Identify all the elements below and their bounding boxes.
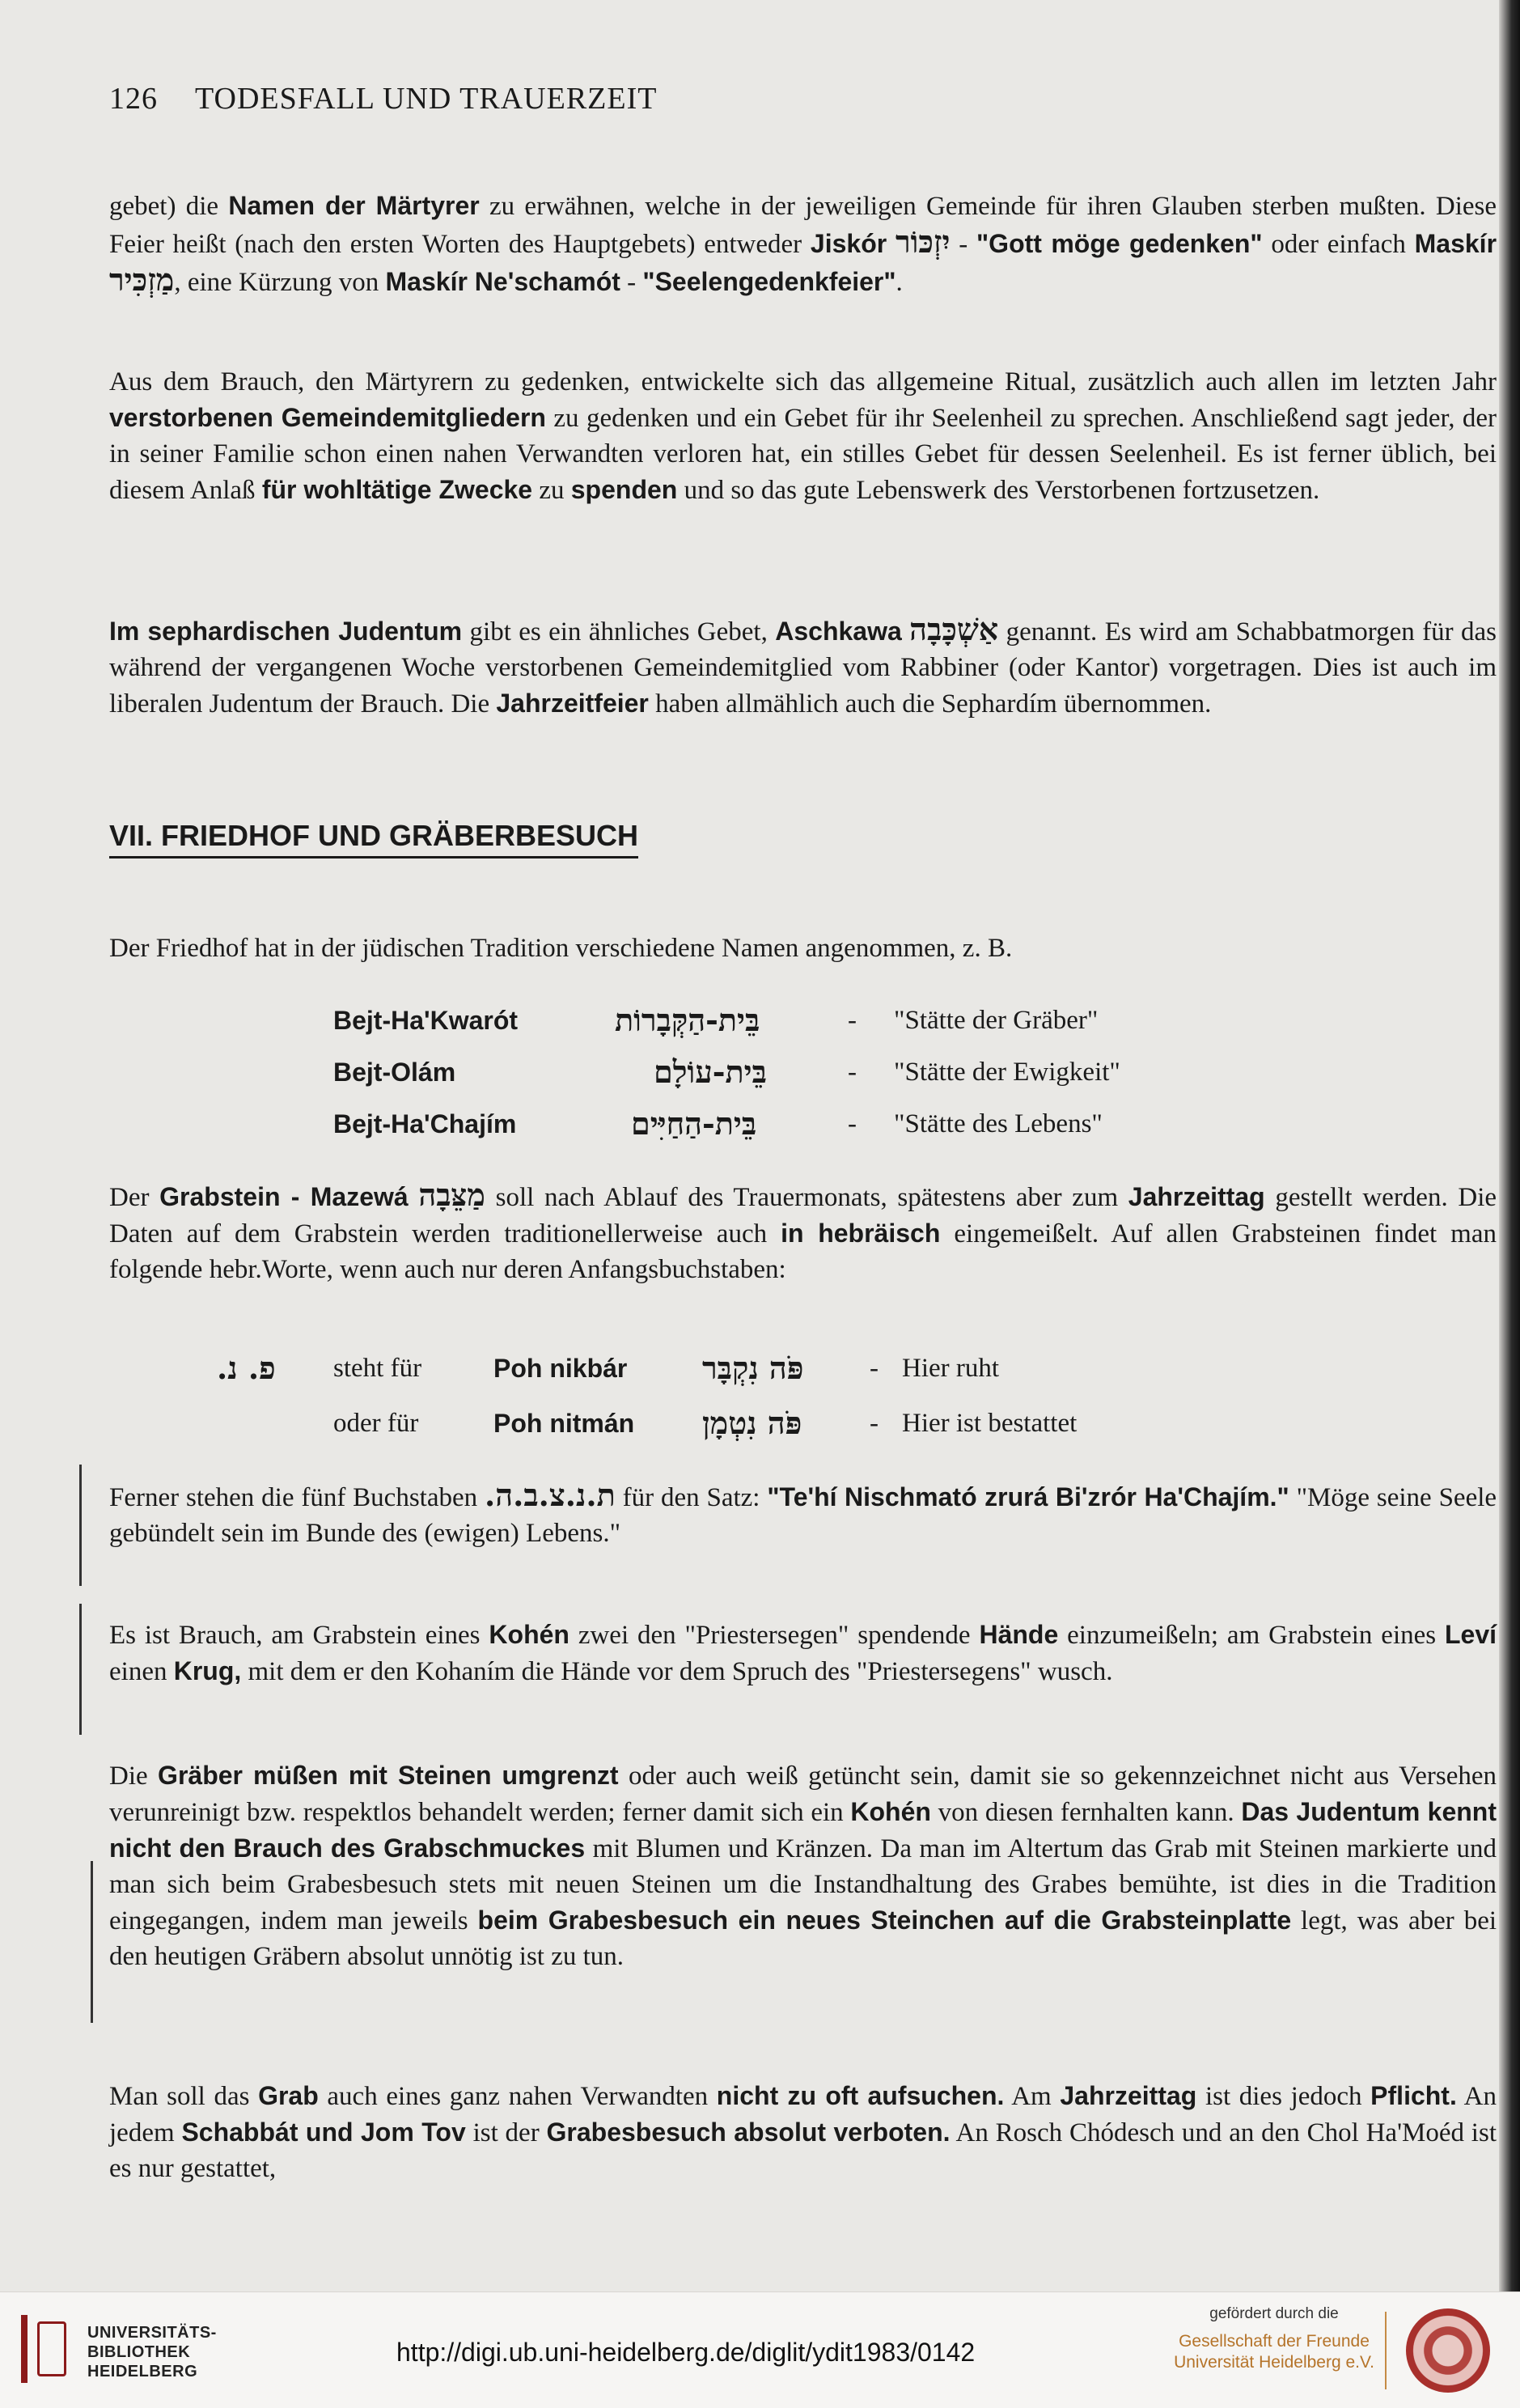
text: haben allmählich auch die Sephardím übernommen. [648, 689, 1212, 719]
sponsor-org-line: Universität Heidelberg e.V. [1174, 2353, 1374, 2372]
text: legt, was aber bei den heutigen Gräbern absolut unnötig ist zu tun. [109, 1906, 1497, 1971]
translit: Poh nitmán [493, 1409, 635, 1438]
bold-text: Schabbát und Jom Tov [181, 2118, 466, 2147]
bold-text: Grab [258, 2081, 319, 2110]
text: für den Satz: [622, 1483, 768, 1512]
hebrew-text: ת.נ.צ.ב.ה. [485, 1477, 616, 1513]
text: An Rosch Chódesch und an den Chol Ha'Moéd ist es nur gestattet, [109, 2118, 1497, 2183]
text: gibt es ein ähnliches Gebet, [462, 617, 776, 647]
bold-text: Grabstein - Mazewá [159, 1182, 409, 1211]
section-title: VII. FRIEDHOF UND GRÄBERBESUCH [109, 819, 638, 858]
hebrew-text: בֵּית-הַחַיִּים [631, 1105, 757, 1142]
text: zu [532, 476, 571, 505]
running-header [109, 81, 657, 117]
library-logo-icon [21, 2315, 70, 2383]
abbreviation-row [0, 1405, 1520, 1442]
university-seal-icon [1406, 2308, 1490, 2393]
text: Die [109, 1761, 159, 1791]
bold-text: Kohén [850, 1797, 931, 1826]
text: zu erwähnen, welche in der jeweiligen Gemeinde für ihren Glauben sterben mußten. Diese Feier heißt (nach den ersten Worten des Hauptgebets) entweder [109, 192, 1497, 259]
text: Aus dem Brauch, den Märtyrern zu gedenken, entwickelte sich das allgemeine Ritual, zusätzlich auch allen im letzten Jahr [109, 367, 1497, 396]
page-number: 126 [109, 82, 158, 116]
text: Ferner stehen die fünf Buchstaben [109, 1483, 485, 1512]
bold-text: beim Grabesbesuch ein neues Steinchen auf die Grabsteinplatte [477, 1906, 1292, 1935]
bold-text: Gräber müßen mit Steinen umgrenzt [158, 1761, 619, 1790]
margin-mark [79, 1604, 82, 1735]
text: oder auch weiß getüncht sein, damit sie so gekennzeichnet nicht aus Versehen verunreinigt bzw. respektlos behandelt werden; ferner damit sich ein [109, 1761, 1497, 1827]
text: zu gedenken und ein Gebet für ihr Seelenheil zu sprechen. Anschließend sagt jeder, der in seiner Familie schon einen nahen Verwandten verloren hat, ein stilles Gebet für dessen Seelenheil. Es ist ferner üblich, bei diesem Anlaß [109, 404, 1497, 505]
sponsor-org-line: Gesellschaft der Freunde [1179, 2332, 1370, 2351]
text: von diesen fernhalten kann. [930, 1798, 1242, 1827]
bold-text: in hebräisch [781, 1219, 941, 1248]
permalink-url[interactable]: http://digi.ub.uni-heidelberg.de/diglit/ydit1983/0142 [396, 2338, 976, 2367]
text: soll nach Ablauf des Trauermonats, spätestens aber zum [485, 1183, 1128, 1212]
text: einen [109, 1657, 174, 1686]
dash: - [870, 1354, 879, 1383]
paragraph-ritual [109, 364, 1497, 508]
bold-text: verstorbenen Gemeindemitgliedern [109, 403, 546, 432]
dash: - [848, 1058, 857, 1087]
prefix: steht für [333, 1354, 422, 1383]
paragraph-kohen [109, 1617, 1497, 1689]
meaning: "Stätte der Gräber" [894, 1006, 1099, 1035]
text: Der [109, 1183, 160, 1212]
book-edge [1499, 0, 1520, 2291]
hebrew-text: אַשְׁכָּבָה [909, 611, 999, 647]
bold-text: Das Judentum kennt nicht den Brauch des Grabschmuckes [109, 1797, 1497, 1863]
bold-text: Jahrzeitfeier [496, 689, 649, 718]
meaning: "Stätte des Lebens" [894, 1109, 1103, 1138]
translit: Bejt-Ha'Kwarót [333, 1006, 519, 1035]
text: und so das gute Lebenswerk des Verstorbenen fortzusetzen. [677, 476, 1320, 505]
bold-text: Grabesbesuch absolut verboten. [546, 2118, 951, 2147]
hebrew-text: בֵּית-עוֹלָם [654, 1054, 767, 1090]
text: gestellt werden. Die Daten auf dem Grabstein werden traditionellerweise auch [109, 1183, 1497, 1249]
library-name[interactable] [87, 2323, 217, 2381]
hebrew-text: בֵּית-הַקְּבָרוֹת [615, 1002, 760, 1038]
bold-text: Jiskór [810, 229, 887, 258]
hebrew-text: פֹּה נִקְבָּר [702, 1350, 804, 1386]
text: genannt. Es wird am Schabbatmorgen für das während der vergangenen Woche verstorbenen Gemeindemitglied vom Rabbiner (oder Kantor) vorgetragen. Dies ist auch im liberalen Judentum der Brauch. Die [109, 617, 1497, 719]
bold-text: Pflicht. [1370, 2081, 1457, 2110]
bold-text: Krug, [173, 1656, 242, 1685]
paragraph-gravestone [109, 1177, 1497, 1287]
library-name-line: UNIVERSITÄTS- [87, 2324, 217, 2342]
text: oder einfach [1262, 230, 1415, 259]
paragraph-sephardic [109, 612, 1497, 722]
text: mit Blumen und Kränzen. Da man im Altertum das Grab mit Steinen markierte und man sich beim Grabesbesuch stets mit neuen Steinen um die Instandhaltung des Grabes bemühte, ist dies in die Tradition eingegangen, indem man jeweils [109, 1834, 1497, 1935]
bold-text: Hände [979, 1620, 1059, 1649]
bold-text: "Te'hí Nischmató zrurá Bi'zrór Ha'Chajím." [767, 1482, 1289, 1511]
text: Man soll das [109, 2082, 259, 2111]
text: Es ist Brauch, am Grabstein eines [109, 1621, 489, 1650]
cemetery-name-row [0, 1054, 1520, 1091]
paragraph-martyrs [109, 188, 1497, 300]
text: ist dies jedoch [1196, 2082, 1371, 2111]
text: gebet) die [109, 192, 229, 221]
text: einzumeißeln; am Grabstein eines [1058, 1621, 1445, 1650]
library-name-line: HEIDELBERG [87, 2363, 198, 2380]
text: - [620, 268, 643, 297]
bold-text: Leví [1444, 1620, 1497, 1649]
cemetery-name-row [0, 1105, 1520, 1143]
cemetery-name-row [0, 1002, 1520, 1039]
paragraph-five-letters [109, 1477, 1497, 1551]
bold-text: Kohén [489, 1620, 569, 1649]
text: , eine Kürzung von [174, 268, 386, 297]
library-name-line: BIBLIOTHEK [87, 2343, 191, 2361]
paragraph-graves [109, 1757, 1497, 1974]
text: An jedem [109, 2082, 1497, 2147]
text: eingemeißelt. Auf allen Grabsteinen findet man folgende hebr.Worte, wenn auch nur deren Anfangsbuchstaben: [109, 1219, 1497, 1284]
dash: - [848, 1109, 857, 1138]
translit: Bejt-Ha'Chajím [333, 1109, 517, 1138]
prefix: oder für [333, 1409, 419, 1438]
sponsor-block[interactable] [1173, 2305, 1375, 2373]
translit: Poh nikbár [493, 1354, 628, 1383]
dash: - [848, 1006, 857, 1035]
hebrew-text: יִזְכּוֹר [895, 223, 951, 260]
running-title: TODESFALL UND TRAUERZEIT [195, 82, 658, 116]
hebrew-text: פֹּה נִטְמָן [702, 1405, 802, 1441]
text: - [950, 230, 976, 259]
text: ist der [465, 2118, 547, 2147]
hebrew-abbreviation: פ. נ. [217, 1350, 276, 1386]
dash: - [870, 1409, 879, 1438]
bold-text: Jahrzeittag [1060, 2081, 1197, 2110]
digitization-footer [0, 2291, 1520, 2408]
paragraph-visits [109, 2078, 1497, 2186]
meaning: Hier ruht [902, 1354, 1000, 1383]
bold-text: nicht zu oft aufsuchen. [716, 2081, 1005, 2110]
hebrew-text: מַצֵּבָה [418, 1176, 485, 1213]
meaning: "Stätte der Ewigkeit" [894, 1058, 1120, 1087]
text: "Möge seine Seele gebündelt sein im Bunde des (ewigen) Lebens." [109, 1483, 1497, 1548]
text: . [895, 268, 903, 297]
bold-text: Aschkawa [775, 617, 902, 646]
translit: Bejt-Olám [333, 1058, 456, 1087]
bold-text: für wohltätige Zwecke [261, 475, 533, 504]
meaning: Hier ist bestattet [902, 1409, 1078, 1438]
bold-text: Im sephardischen Judentum [109, 617, 463, 646]
sponsor-label: gefördert durch die [1209, 2305, 1339, 2322]
abbreviation-row [0, 1350, 1520, 1387]
bold-text: "Gott möge gedenken" [976, 229, 1263, 258]
bold-text: Namen der Märtyrer [228, 191, 480, 220]
bold-text: Maskír [1414, 229, 1497, 258]
bold-text: Jahrzeittag [1128, 1182, 1265, 1211]
bold-text: Maskír Ne'schamót [385, 267, 620, 296]
footer-divider [1385, 2312, 1387, 2389]
margin-mark [91, 1861, 93, 2023]
text: zwei den "Priestersegen" spendende [569, 1621, 980, 1650]
sponsor-org [1173, 2331, 1375, 2373]
bold-text: "Seelengedenkfeier" [642, 267, 896, 296]
text: Am [1004, 2082, 1061, 2111]
margin-mark [79, 1465, 82, 1586]
paragraph-cemetery-intro: Der Friedhof hat in der jüdischen Tradition verschiedene Namen angenommen, z. B. [109, 934, 1013, 963]
bold-text: spenden [570, 475, 678, 504]
hebrew-text: מַזְכִּיר [109, 261, 175, 298]
text: mit dem er den Kohaním die Hände vor dem Spruch des "Priestersegens" wusch. [241, 1657, 1113, 1686]
text: auch eines ganz nahen Verwandten [318, 2082, 717, 2111]
